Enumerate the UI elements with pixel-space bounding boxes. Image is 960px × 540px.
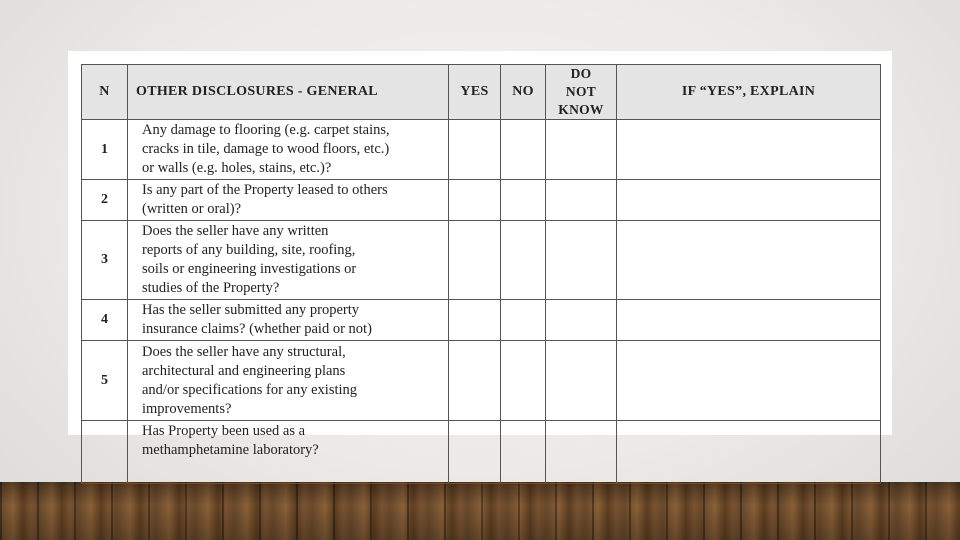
yes-cell <box>449 300 501 341</box>
question-line: improvements? <box>142 400 232 417</box>
floor-shading <box>0 482 960 540</box>
yes-cell <box>449 421 501 484</box>
header-n: N <box>82 65 128 120</box>
table-row <box>82 120 881 180</box>
table-row <box>82 421 881 484</box>
question-text <box>128 120 449 180</box>
question-line: or walls (e.g. holes, stains, etc.)? <box>142 160 332 176</box>
question-line: insurance claims? (whether paid or not) <box>142 321 372 337</box>
header-explain: IF “YES”, EXPLAIN <box>617 65 881 120</box>
do-not-know-cell <box>546 180 617 221</box>
row-number <box>82 421 128 484</box>
question-text <box>128 180 449 221</box>
explain-cell <box>617 120 881 180</box>
header-yes: YES <box>449 65 501 120</box>
yes-cell <box>449 341 501 421</box>
row-number: 2 <box>82 180 128 221</box>
do-not-know-cell <box>546 421 617 484</box>
header-do-not-know <box>546 65 617 120</box>
explain-cell <box>617 421 881 484</box>
do-not-know-cell <box>546 300 617 341</box>
question-line: Is any part of the Property leased to others <box>142 182 388 198</box>
question-text <box>128 300 449 341</box>
no-cell <box>501 180 546 221</box>
no-cell <box>501 341 546 421</box>
question-line: reports of any building, site, roofing, <box>142 242 356 258</box>
question-line: Does the seller have any written <box>142 223 329 239</box>
row-number: 3 <box>82 221 128 300</box>
do-not-know-cell <box>546 221 617 300</box>
disclosure-table <box>81 64 881 484</box>
no-cell <box>501 421 546 484</box>
question-line: and/or specifications for any existing <box>142 381 358 398</box>
question-line: cracks in tile, damage to wood floors, etc.) <box>142 141 390 157</box>
row-number: 5 <box>82 341 128 421</box>
header-dnk-line: KNOW <box>558 102 604 117</box>
header-row <box>82 65 881 120</box>
yes-cell <box>449 120 501 180</box>
no-cell <box>501 300 546 341</box>
row-number: 1 <box>82 120 128 180</box>
explain-cell <box>617 180 881 221</box>
question-text <box>128 421 449 484</box>
question-line: soils or engineering investigations or <box>142 261 357 277</box>
question-line: Has Property been used as a <box>142 423 306 439</box>
question-text <box>128 221 449 300</box>
do-not-know-cell <box>546 120 617 180</box>
table-row <box>82 180 881 221</box>
do-not-know-cell <box>546 341 617 421</box>
yes-cell <box>449 221 501 300</box>
question-line: Any damage to flooring (e.g. carpet stains, <box>142 122 390 138</box>
question-line: methamphetamine laboratory? <box>142 442 319 458</box>
explain-cell <box>617 221 881 300</box>
header-dnk-line: DO <box>570 66 592 81</box>
disclosure-form-image <box>68 51 892 458</box>
table-row <box>82 300 881 341</box>
question-line: (written or oral)? <box>142 201 242 217</box>
question-line: architectural and engineering plans <box>142 362 346 379</box>
question-line: studies of the Property? <box>142 280 280 296</box>
question-line: Has the seller submitted any property <box>142 302 360 318</box>
explain-cell <box>617 300 881 341</box>
explain-cell <box>617 341 881 421</box>
question-line: Does the seller have any structural, <box>142 343 346 360</box>
header-dnk-line: NOT <box>565 84 597 99</box>
question-text <box>128 341 449 421</box>
table-row <box>82 341 881 421</box>
row-number: 4 <box>82 300 128 341</box>
header-no: NO <box>501 65 546 120</box>
header-description: OTHER DISCLOSURES - GENERAL <box>128 65 449 120</box>
table-row <box>82 221 881 300</box>
no-cell <box>501 221 546 300</box>
yes-cell <box>449 180 501 221</box>
no-cell <box>501 120 546 180</box>
